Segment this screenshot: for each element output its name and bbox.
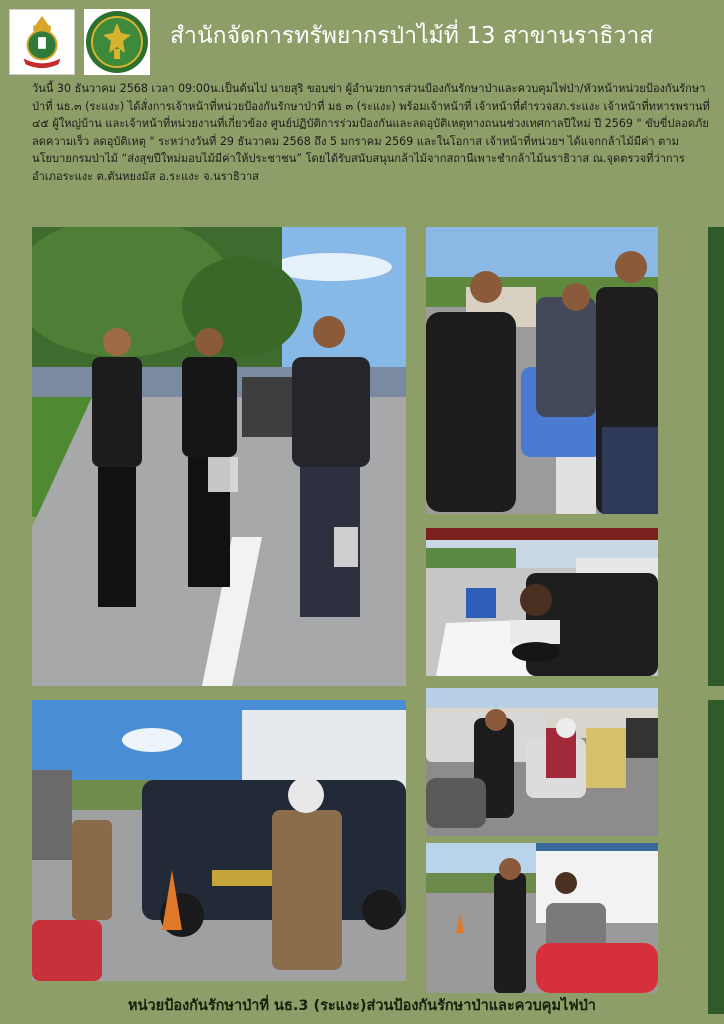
photo-officers-at-checkpoint-street (426, 688, 658, 836)
side-accent-bar-top (708, 227, 724, 686)
photo-checkpoint-police-ranger (32, 700, 406, 981)
forest-department-logo (9, 9, 75, 75)
photo-officer-giving-seedling-to-rider (426, 227, 658, 514)
page-title: สำนักจัดการทรัพยากรป่าไม้ที่ 13 สาขานราธิวาส (170, 23, 654, 49)
footer-caption: หน่วยป้องกันรักษาป่าที่ นธ.3 (ระแงะ)ส่วนป้องกันรักษาป่าและควบคุมไฟป่า (128, 998, 596, 1014)
photo-officer-signing-register (426, 528, 658, 676)
photo-officer-handing-seedling-to-rider (426, 843, 658, 993)
side-accent-bar-bottom (708, 700, 724, 1014)
news-paragraph: วันนี้ 30 ธันวาคม 2568 เวลา 09:00น.เป็นต้นไป นายสุริ ขอบข่า ผู้อำนวยการส่วนป้องกันรักษาป่าและควบคุมไฟป่า/หัวหน้าหน่วยป้องกันรักษาป่าที่ นธ.๓ (ระแงะ) ได้สั่งการเจ้าหน้าที่หน่วยป้องกันรักษาป่าที่ มธ ๓ (ระแงะ) พร้อมเจ้าหน้าที่ เจ้าหน้าที่ตำรวจสภ.ระแงะ เจ้าหน้าที่ทหารพรานที่ ๔๕ ผู้ใหญ่บ้าน และเจ้าหน้าที่หน่วยงานที่เกี่ยวข้อง ศูนย์ปฏิบัติการร่วมป้องกันและลดอุบัติเหตุทางถนนช่วงเทศกาลปีใหม่ ปี 2569 " ขับขี่ปลอดภัย ลดความเร็ว ลดอุบัติเหตุ " ระหว่างวันที่ 29 ธันวาคม 2568 ถึง 5 มกราคม 2569 และในโอกาส เจ้าหน้าที่หน่วยฯ ได้แจกกล้าไม้มีค่า ตามนโยบายกรมป่าไม้ “ส่งสุขปีใหม่มอบไม้มีค่าให้ประชาชน” โดยได้รับสนับสนุนกล้าไม้จากสถานีเพาะชำกล้าไม้นราธิวาส ณ.จุดตรวจที่ว่าการอำเภอระแงะ ต.ตันหยงมัส อ.ระแงะ จ.นราธิวาส (32, 82, 710, 183)
photo-officers-handing-seedlings (32, 227, 406, 686)
government-seal-logo (84, 9, 150, 75)
